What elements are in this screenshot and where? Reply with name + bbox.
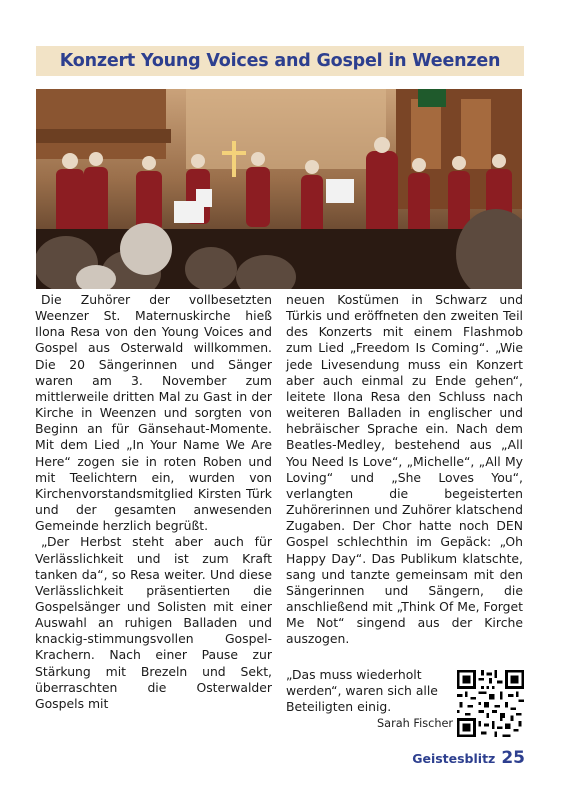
title-bar — [36, 46, 524, 76]
qr-code-icon[interactable] — [457, 670, 524, 737]
page-footer — [412, 748, 525, 768]
concert-photo-illustration — [36, 89, 522, 289]
paragraph: Die Zuhörer der vollbesetzten Weenzer St. Maternuskirche hieß Ilona Resa von den Young Voices and Gospel aus Osterwald willkommen. Die 20 Sängerinnen und Sänger waren am 3. November zum mittlerweile dritten Mal zu Gast in der Kirche in Weenzen und sorgten von Beginn an für Gänsehaut-Momente. Mit dem Lied „In Your Name We Are Here“ zogen sie in roten Roben und mit Teelichtern ein, wurden von Kirchenvorstandsmitglied Kirsten Türk und der gesamten anwesenden Gemeinde herzlich begrüßt. — [35, 292, 272, 534]
paragraph: „Der Herbst steht aber auch für Verlässlichkeit und ist zum Kraft tanken da“, so Resa weiter. Und diese Verlässlichkeit präsentierten die Gospelsänger und Solisten mit einer Auswahl an ruhigen Balladen und knackig-stimmungsvollen Gospel-Krachern. Nach einer Pause zur Stärkung mit Brezeln und Sekt, überraschten die Osterwalder Gospels mit — [35, 534, 272, 711]
author-name: Sarah Fischer — [377, 717, 454, 730]
paragraph: neuen Kostümen in Schwarz und Türkis und eröffneten den zweiten Teil des Konzerts mit einem Flashmob zum Lied „Freedom Is Coming“. „Wie jede Livesendung muss ein Konzert aber auch einmal zu Ende gehen“, leitete Ilona Resa den Schluss nach weiteren Balladen in englischer und hebräischer Sprache ein. Nach dem Beatles-Medley, bestehend aus „All You Need Is Love“, „Michelle“, „All My Loving“ und „She Loves You“, verlangten die begeisterten Zuhörerinnen und Zuhörer klatschend Zugaben. Der Chor hatte noch DEN Gospel schlechthin im Gepäck: „Oh Happy Day“. Das Publikum klatschte, sang und tanzte gemeinsam mit den Sängerinnen und Sängern, die anschließend mit „Think Of Me, Forget Me Not“ singend aus der Kirche auszogen. — [286, 292, 523, 647]
magazine-name: Geistesblitz — [412, 751, 496, 766]
article-title: Konzert Young Voices and Gospel in Weenzen — [59, 51, 501, 71]
left-column — [35, 292, 272, 712]
closing-quote: „Das muss wiederholt werden“, waren sich alle Beteiligten einig. — [286, 667, 438, 715]
right-column — [286, 292, 523, 647]
concert-photo — [36, 89, 522, 289]
page-number: 25 — [501, 748, 525, 768]
